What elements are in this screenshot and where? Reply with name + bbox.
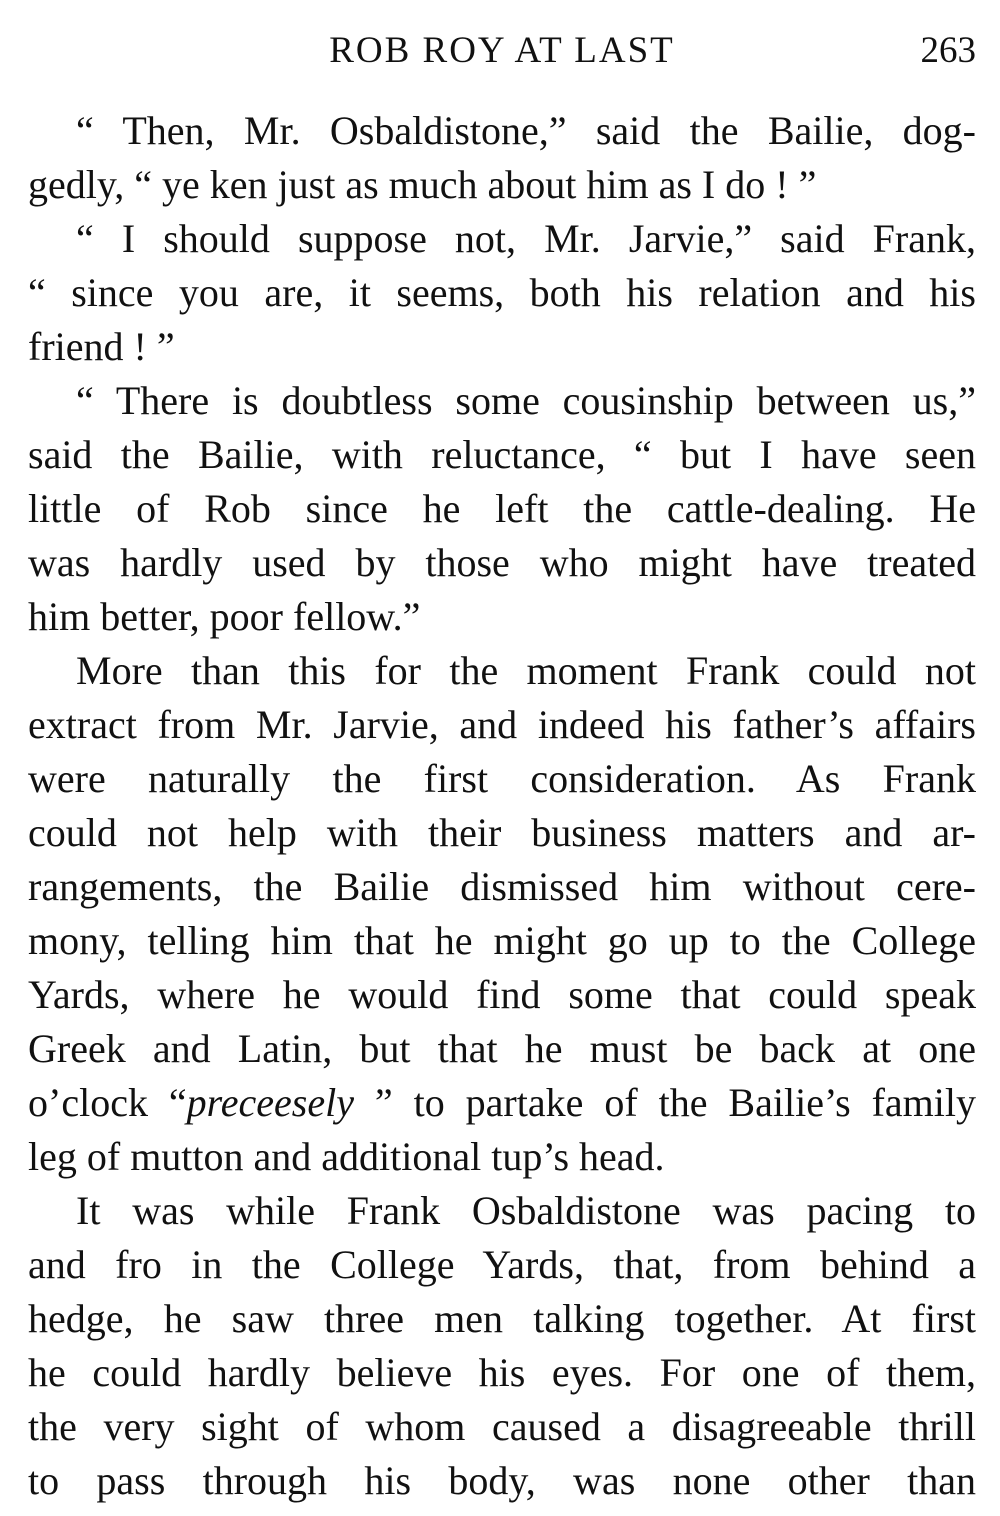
text-line: friend ! ”	[28, 324, 175, 369]
text-line-with-emphasis	[28, 1076, 976, 1130]
text-line: “ Then, Mr. Osbaldistone,” said the Bailie, dog-	[76, 108, 976, 153]
paragraph-2	[28, 212, 976, 374]
text-fragment: ” to partake of the Bailie’s family	[353, 1080, 976, 1125]
text-line: mony, telling him that he might go up to the College	[28, 918, 976, 963]
text-line: him better, poor fellow.”	[28, 594, 421, 639]
text-line: hedge, he saw three men talking together. At first	[28, 1296, 976, 1341]
text-line: and fro in the College Yards, that, from behind a	[28, 1242, 976, 1287]
text-line: Greek and Latin, but that he must be back at one	[28, 1026, 976, 1071]
text-line: rangements, the Bailie dismissed him without cere-	[28, 864, 976, 909]
text-fragment: o’clock “	[28, 1080, 187, 1125]
paragraph-5	[28, 1184, 976, 1508]
text-line: extract from Mr. Jarvie, and indeed his father’s affairs	[28, 702, 976, 747]
paragraph-4	[28, 644, 976, 1184]
text-line: were naturally the first consideration. As Frank	[28, 756, 976, 801]
text-line: More than this for the moment Frank could not	[76, 648, 976, 693]
text-line: was hardly used by those who might have treated	[28, 540, 976, 585]
text-line: the very sight of whom caused a disagreeable thrill	[28, 1404, 976, 1449]
paragraph-1	[28, 104, 976, 212]
text-line: could not help with their business matters and ar-	[28, 810, 976, 855]
italic-word: preceesely	[186, 1080, 354, 1125]
body-text	[28, 104, 976, 1508]
text-line: leg of mutton and additional tup’s head.	[28, 1134, 665, 1179]
text-line: to pass through his body, was none other than	[28, 1458, 976, 1503]
paragraph-3	[28, 374, 976, 644]
running-head	[28, 26, 976, 76]
running-title: ROB ROY AT LAST	[329, 30, 675, 71]
text-line: It was while Frank Osbaldistone was pacing to	[76, 1188, 976, 1233]
text-line: Yards, where he would find some that could speak	[28, 972, 976, 1017]
text-line: “ There is doubtless some cousinship between us,”	[76, 378, 976, 423]
page-number: 263	[920, 30, 976, 71]
text-line: “ I should suppose not, Mr. Jarvie,” said Frank,	[76, 216, 976, 261]
text-line: he could hardly believe his eyes. For one of them,	[28, 1350, 976, 1395]
text-line: “ since you are, it seems, both his relation and his	[28, 270, 976, 315]
text-line: little of Rob since he left the cattle-dealing. He	[28, 486, 976, 531]
text-line: said the Bailie, with reluctance, “ but I have seen	[28, 432, 976, 477]
text-line: gedly, “ ye ken just as much about him as I do ! ”	[28, 162, 817, 207]
